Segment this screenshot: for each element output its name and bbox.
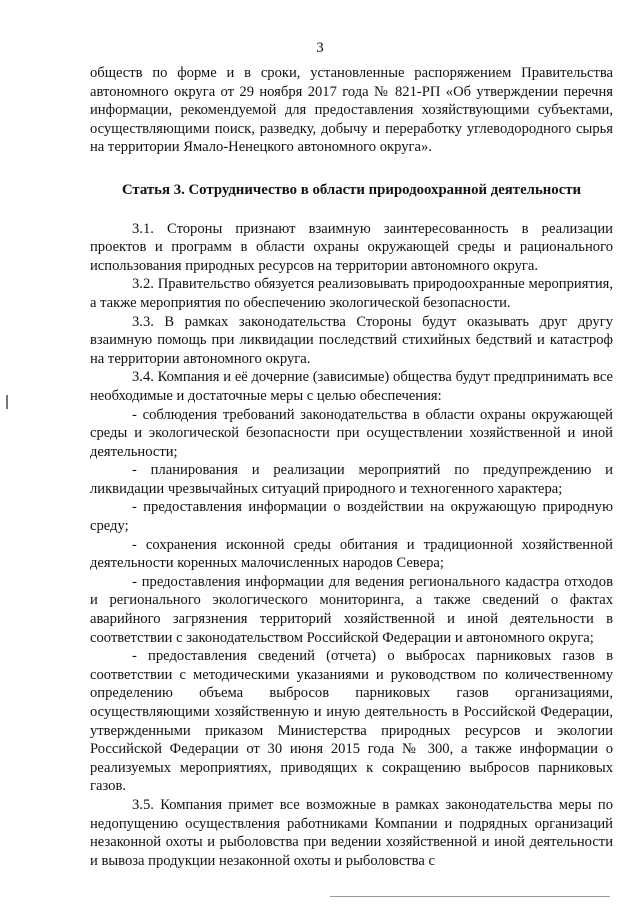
paragraph-3-2: 3.2. Правительство обязуется реализовывать природоохранные мероприятия, а также мероприятия по обеспечению экологической безопасности. [90, 276, 613, 311]
list-item-greenhouse-report: - предоставления сведений (отчета) о выбросах парниковых газов в соответствии с методическими указаниями и руководством по количественному определению объема выбросов парниковых газов организациями, осуществляющими хозяйственную и иную деятельность в Российской Федерации, утвержденными приказом Министерства природных ресурсов и экологии Российской Федерации от 30 июня 2015 года № 300, а также информации о реализуемых мероприятиях, приводящих к сокращению выбросов парниковых газов. [90, 648, 613, 795]
page-number: 3 [316, 40, 324, 56]
list-item-compliance: - соблюдения требований законодательства в области охраны окружающей среды и экологической безопасности при осуществлении хозяйственной и иной деятельности; [90, 406, 613, 460]
document-body [90, 64, 613, 870]
list-item-emergency-planning: - планирования и реализации мероприятий по предупреждению и ликвидации чрезвычайных ситуаций природного и техногенного характера; [90, 462, 613, 497]
scan-margin-mark [6, 395, 8, 409]
intro-paragraph: обществ по форме и в сроки, установленные распоряжением Правительства автономного округа от 29 ноября 2017 года № 821-РП «Об утверждении перечня информации, рекомендуемой для предоставления хозяйствующими субъектами, осуществляющими поиск, разведку, добычу и переработку углеводородного сырья на территории Ямало-Ненецкого автономного округа». [90, 65, 613, 156]
list-item-impact-info: - предоставления информации о воздействии на окружающую природную среду; [90, 499, 613, 535]
paragraph-3-3: 3.3. В рамках законодательства Стороны будут оказывать друг другу взаимную помощь при ликвидации последствий стихийных бедствий и катастроф на территории автономного округа. [90, 313, 613, 367]
article-heading: Статья 3. Сотрудничество в области природоохранной деятельности [121, 181, 582, 198]
list-item-indigenous-habitat: - сохранения исконной среды обитания и традиционной хозяйственной деятельности коренных малочисленных народов Севера; [90, 536, 613, 572]
list-item-cadastre-info: - предоставления информации для ведения регионального кадастра отходов и регионального экологического мониторинга, а также сведений о фактах аварийного загрязнения территорий хозяйственной и иной деятельности в соответствии с законодательством Российской Федерации и автономного округа; [90, 573, 613, 646]
paragraph-3-4: 3.4. Компания и её дочерние (зависимые) общества будут предпринимать все необходимые и достаточные меры с целью обеспечения: [90, 369, 613, 404]
paragraph-3-1: 3.1. Стороны признают взаимную заинтересованность в реализации проектов и программ в области охраны окружающей среды и рационального использования природных ресурсов на территории автономного округа. [90, 220, 613, 274]
footer-rule [330, 896, 610, 897]
paragraph-3-5: 3.5. Компания примет все возможные в рамках законодательства меры по недопущению осуществления работниками Компании и подрядных организаций незаконной охоты и рыболовства при ведении хозяйственной и иной деятельности и вывоза продукции незаконной охоты и рыболовства с [90, 796, 613, 869]
